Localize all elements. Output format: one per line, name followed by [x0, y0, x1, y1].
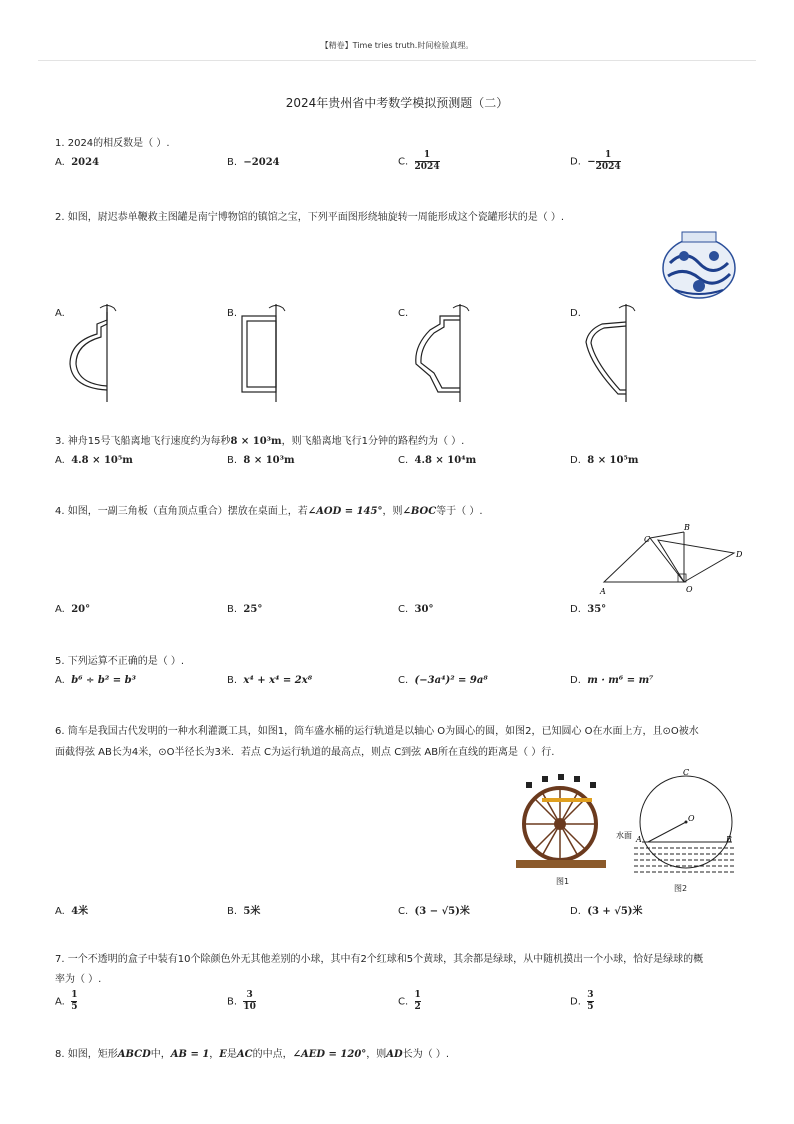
- q4-option-a[interactable]: A. 20°: [55, 604, 91, 615]
- question-5-stem: 5. 下列运算不正确的是（ ）.: [55, 656, 185, 667]
- q6-option-b[interactable]: B. 5米: [227, 906, 261, 917]
- q2-figure-a: [62, 302, 127, 402]
- q5-option-b[interactable]: B. x⁴ + x⁴ = 2x⁸: [227, 675, 313, 686]
- question-3-stem: 3. 神舟15号飞船离地飞行速度约为每秒8 × 10³m，则飞船离地飞行1分钟的路程约为（ ）.: [55, 436, 465, 447]
- question-2-stem: 2. 如图，尉迟恭单鞭救主图罐是南宁博物馆的镇馆之宝，下列平面图形绕轴旋转一周能形成这个瓷罐形状的是（ ）.: [55, 212, 565, 223]
- question-7-line-2: 率为（ ）.: [55, 974, 102, 985]
- q2-figure-b: [236, 302, 301, 402]
- q1-option-b[interactable]: B. −2024: [227, 157, 280, 168]
- q6-label-a: A: [636, 835, 642, 844]
- q2-option-c[interactable]: C.: [398, 308, 409, 319]
- question-4-stem: 4. 如图，一副三角板（直角顶点重合）摆放在桌面上，若∠AOD = 145°，则∠BOC等于（ ）.: [55, 506, 483, 517]
- q3-option-c[interactable]: C. 4.8 × 10⁴m: [398, 455, 477, 466]
- q7-option-c[interactable]: C. $\frac{1}{2}$: [398, 990, 421, 1012]
- page-title: 2024年贵州省中考数学模拟预测题（二）: [285, 96, 509, 110]
- q4-option-c[interactable]: C. 30°: [398, 604, 434, 615]
- q4-option-d[interactable]: D. 35°: [570, 604, 607, 615]
- water-surface-label: 水面: [616, 831, 632, 840]
- question-8-stem: 8. 如图，矩形ABCD中，AB = 1，E是AC的中点，∠AED = 120°，则AD长为（ ）.: [55, 1049, 450, 1060]
- q4-triangle-figure: [598, 524, 746, 596]
- q4-label-d: D: [736, 550, 743, 559]
- q7-option-d[interactable]: D. $\frac{3}{5}$: [570, 990, 594, 1012]
- q1-option-a-value: 2024: [71, 157, 100, 168]
- q4-option-b[interactable]: B. 25°: [227, 604, 263, 615]
- q4-label-o: O: [686, 585, 693, 594]
- q2-figure-c: [408, 302, 473, 402]
- q1-option-b-value: −2024: [243, 157, 280, 168]
- q4-label-c: C: [644, 535, 651, 544]
- q3-option-a[interactable]: A. 4.8 × 10⁵m: [55, 455, 133, 466]
- q6-option-a[interactable]: A. 4米: [55, 906, 89, 917]
- porcelain-jar-image: [660, 228, 738, 300]
- q4-label-a: A: [600, 587, 606, 596]
- q5-option-d[interactable]: D. m · m⁶ = m⁷: [570, 675, 654, 686]
- header-divider: [38, 60, 756, 61]
- question-6-line-2: 面截得弦 AB长为4米，⊙O半径长为3米．若点 C为运行轨道的最高点，则点 C到弦 AB所在直线的距离是（ ）行.: [55, 747, 555, 758]
- question-7-line-1: 7. 一个不透明的盒子中装有10个除颜色外无其他差别的小球，其中有2个红球和5个黄球，其余都是绿球，从中随机摸出一个小球，恰好是绿球的概: [55, 954, 704, 965]
- q2-option-b[interactable]: B.: [227, 308, 238, 319]
- page-header-note: 【精卷】Time tries truth.时间检验真理。: [320, 41, 474, 50]
- q1-option-c[interactable]: C. $\frac{1}{2024}$: [398, 150, 440, 172]
- q2-option-d[interactable]: D.: [570, 308, 581, 319]
- q4-label-b: B: [684, 523, 690, 532]
- waterwheel-image: [512, 772, 612, 872]
- q6-option-c[interactable]: C. (3 − √5)米: [398, 906, 470, 917]
- q7-option-b[interactable]: B. $\frac{3}{10}$: [227, 990, 256, 1012]
- q6-circle-figure: [612, 766, 740, 882]
- q5-option-a[interactable]: A. b⁶ ÷ b² = b³: [55, 675, 137, 686]
- q2-option-a[interactable]: A.: [55, 308, 65, 319]
- figure-1-label: 图1: [556, 877, 570, 886]
- q1-option-a[interactable]: A. 2024: [55, 157, 100, 168]
- figure-2-label: 图2: [674, 884, 688, 893]
- q6-label-b: B: [726, 835, 732, 844]
- q1-option-c-fraction: $\frac{1}{2024}$: [414, 150, 440, 172]
- q5-option-c[interactable]: C. (−3a⁴)² = 9a⁸: [398, 675, 488, 686]
- q6-option-d[interactable]: D. (3 + √5)米: [570, 906, 643, 917]
- q3-option-b[interactable]: B. 8 × 10³m: [227, 455, 295, 466]
- q1-option-d[interactable]: D. − $\frac{1}{2024}$: [570, 150, 621, 172]
- q6-label-c: C: [683, 768, 690, 777]
- question-6-line-1: 6. 筒车是我国古代发明的一种水利灌溉工具，如图1，筒车盛水桶的运行轨道是以轴心 O为圆心的圆，如图2，已知圆心 O在水面上方，且⊙O被水: [55, 726, 699, 737]
- question-1-stem: 1. 2024的相反数是（ ）.: [55, 138, 170, 149]
- q7-option-a[interactable]: A. $\frac{1}{5}$: [55, 990, 78, 1012]
- q2-figure-d: [580, 302, 645, 402]
- q1-option-d-fraction: $\frac{1}{2024}$: [595, 150, 621, 172]
- q6-label-o: O: [688, 814, 695, 823]
- q3-option-d[interactable]: D. 8 × 10⁵m: [570, 455, 639, 466]
